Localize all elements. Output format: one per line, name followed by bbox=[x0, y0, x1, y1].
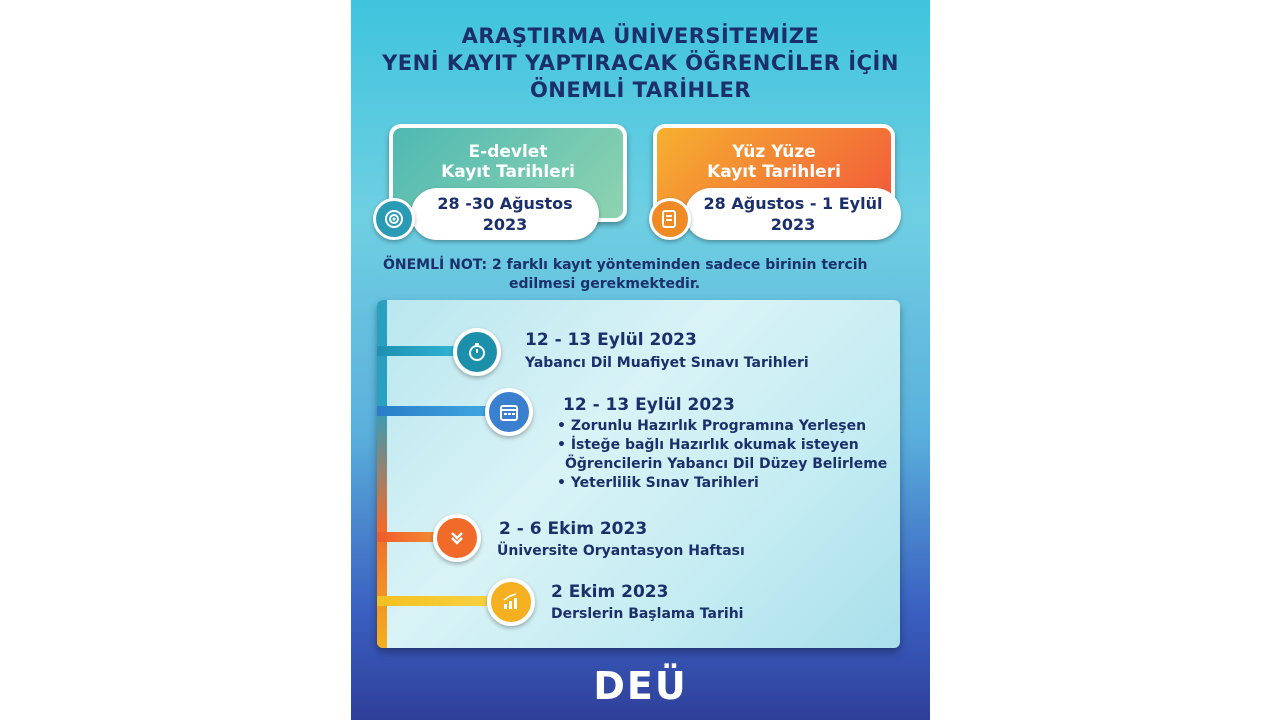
timeline-bullet-3: • Yeterlilik Sınav Tarihleri bbox=[557, 475, 759, 491]
edevlet-title-1: E-devlet bbox=[468, 142, 548, 162]
calendar-icon bbox=[485, 388, 533, 436]
note-label: ÖNEMLİ NOT: bbox=[383, 257, 488, 273]
announcement-poster bbox=[351, 0, 930, 720]
header-line-3: ÖNEMLİ TARİHLER bbox=[529, 78, 752, 102]
edevlet-title-2: Kayıt Tarihleri bbox=[441, 162, 575, 182]
header-line-2: YENİ KAYIT YAPTIRACAK ÖĞRENCİLER İÇİN bbox=[382, 51, 899, 75]
yuzyuze-card-title bbox=[657, 142, 891, 182]
timeline-bar-1 bbox=[377, 346, 455, 356]
growth-chart-icon bbox=[487, 578, 535, 626]
note-text-1: 2 farklı kayıt yönteminden sadece birinin tercih bbox=[492, 257, 868, 273]
edevlet-date-pill bbox=[411, 188, 599, 240]
target-icon bbox=[373, 198, 415, 240]
yuzyuze-title-1: Yüz Yüze bbox=[732, 142, 816, 162]
timeline-bullet-2b: Öğrencilerin Yabancı Dil Düzey Belirleme bbox=[565, 456, 888, 472]
checklist-icon bbox=[649, 198, 691, 240]
important-note bbox=[383, 256, 913, 294]
timeline-bar-4 bbox=[377, 596, 487, 606]
timeline-bar-3 bbox=[377, 532, 435, 542]
deu-logo: DEÜ bbox=[593, 664, 688, 708]
yuzyuze-date: 28 Ağustos - 1 Eylül bbox=[703, 194, 883, 213]
header-line-1: ARAŞTIRMA ÜNİVERSİTEMİZE bbox=[461, 24, 820, 48]
chevron-down-icon bbox=[433, 514, 481, 562]
yuzyuze-year: 2023 bbox=[770, 215, 816, 234]
timeline-date-3: 2 - 6 Ekim 2023 bbox=[499, 519, 648, 539]
yuzyuze-title-2: Kayıt Tarihleri bbox=[707, 162, 841, 182]
timeline-date-4: 2 Ekim 2023 bbox=[551, 582, 669, 602]
timeline-panel bbox=[377, 300, 900, 648]
yuzyuze-date-pill bbox=[685, 188, 901, 240]
timeline-bullet-1: • Zorunlu Hazırlık Programına Yerleşen bbox=[557, 418, 867, 434]
timeline-bar-2 bbox=[377, 406, 487, 416]
timeline-desc-1: Yabancı Dil Muafiyet Sınavı Tarihleri bbox=[525, 355, 809, 371]
timeline-desc-2 bbox=[557, 417, 897, 493]
timeline-desc-4: Derslerin Başlama Tarihi bbox=[551, 606, 744, 622]
edevlet-card-title bbox=[393, 142, 623, 182]
timeline-desc-3: Üniversite Oryantasyon Haftası bbox=[497, 543, 745, 559]
stopwatch-icon bbox=[453, 328, 501, 376]
timeline-date-1: 12 - 13 Eylül 2023 bbox=[525, 330, 697, 350]
edevlet-date: 28 -30 Ağustos bbox=[437, 194, 573, 213]
edevlet-year: 2023 bbox=[482, 215, 528, 234]
timeline-bullet-2a: • İsteğe bağlı Hazırlık okumak isteyen bbox=[557, 437, 859, 453]
timeline-date-2: 12 - 13 Eylül 2023 bbox=[563, 395, 735, 415]
note-text-2: edilmesi gerekmektedir. bbox=[509, 276, 701, 292]
